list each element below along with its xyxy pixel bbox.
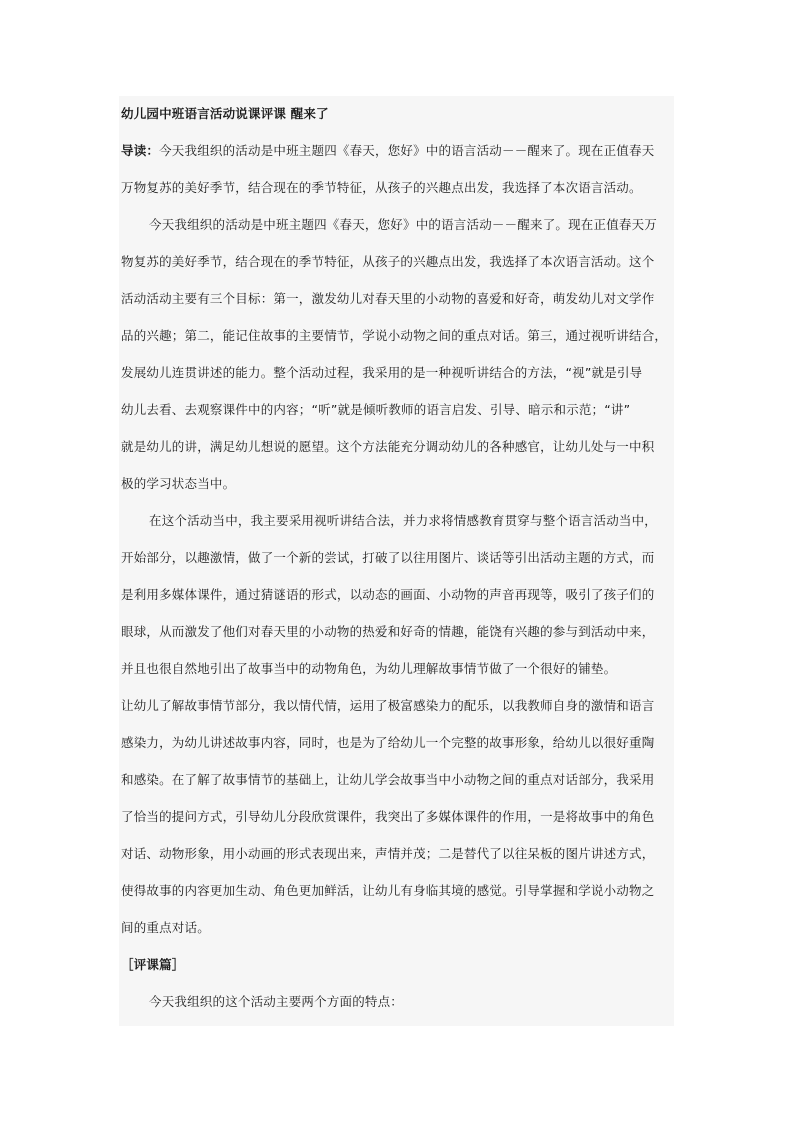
paragraph-line: 今天我组织的这个活动主要两个方面的特点： [149, 994, 404, 1009]
paragraph-line: 品的兴趣；第二，能记住故事的主要情节，学说小动物之间的重点对话。第三，通过视听讲结合， [121, 328, 668, 343]
paragraph-line: 幼儿去看、去观察课件中的内容；“听”就是倾听教师的语言启发、引导、暗示和示范；“讲” [121, 402, 631, 417]
paragraph-line: 眼球，从而激发了他们对春天里的小动物的热爱和好奇的情趣，能饶有兴趣的参与到活动中来， [121, 624, 655, 639]
paragraph-line: 感染力，为幼儿讲述故事内容，同时，也是为了给幼儿一个完整的故事形象，给幼儿以很好重陶 [121, 735, 655, 750]
paragraph-line: 极的学习状态当中。 [121, 476, 236, 491]
paragraph-line: 今天我组织的活动是中班主题四《春天，您好》中的语言活动－－醒来了。现在正值春天万 [149, 217, 658, 232]
intro-label: 导读： [121, 143, 160, 158]
paragraph-line: 发展幼儿连贯讲述的能力。整个活动过程，我采用的是一种视听讲结合的方法，“视”就是引导 [121, 365, 643, 380]
paragraph-line: 了恰当的提问方式，引导幼儿分段欣赏课件，我突出了多媒体课件的作用，一是将故事中的角色 [121, 809, 655, 824]
paragraph-line: 间的重点对话。 [121, 920, 210, 935]
intro-text: 今天我组织的活动是中班主题四《春天，您好》中的语言活动－－醒来了。现在正值春天 [159, 143, 655, 158]
document-body [119, 96, 674, 1026]
paragraph-line: 物复苏的美好季节，结合现在的季节特征，从孩子的兴趣点出发，我选择了本次语言活动。这个 [121, 254, 655, 269]
paragraph-line: 是利用多媒体课件，通过猜谜语的形式，以动态的画面、小动物的声音再现等，吸引了孩子们的 [121, 587, 655, 602]
paragraph-line: 开始部分，以趣激情，做了一个新的尝试，打破了以往用图片、谈话等引出活动主题的方式，而 [121, 550, 655, 565]
paragraph-line: 和感染。在了解了故事情节的基础上，让幼儿学会故事当中小动物之间的重点对话部分，我采用 [121, 772, 655, 787]
paragraph-line: 使得故事的内容更加生动、角色更加鲜活，让幼儿有身临其境的感觉。引导掌握和学说小动物之 [121, 883, 655, 898]
document-title: 幼儿园中班语言活动说课评课 醒来了 [121, 106, 329, 121]
paragraph-line: 对话、动物形象，用小动画的形式表现出来，声情并茂；二是替代了以往呆板的图片讲述方式， [121, 846, 655, 861]
paragraph-line: 并且也很自然地引出了故事当中的动物角色，为幼儿理解故事情节做了一个很好的铺垫。 [121, 661, 617, 676]
intro-line-2: 万物复苏的美好季节，结合现在的季节特征，从孩子的兴趣点出发，我选择了本次语言活动。 [121, 180, 642, 195]
paragraph-line: 在这个活动当中，我主要采用视听讲结合法，并力求将情感教育贯穿与整个语言活动当中， [149, 513, 658, 528]
paragraph-line: 让幼儿了解故事情节部分，我以情代情，运用了极富感染力的配乐，以我教师自身的激情和语言 [121, 698, 655, 713]
paragraph-line: 活动活动主要有三个目标：第一，激发幼儿对春天里的小动物的喜爱和好奇，萌发幼儿对文学作 [121, 291, 655, 306]
section-heading: ［评课篇］ [121, 957, 185, 972]
intro-line-1 [121, 133, 672, 170]
paragraph-line: 就是幼儿的讲，满足幼儿想说的愿望。这个方法能充分调动幼儿的各种感官，让幼儿处与一中积 [121, 439, 655, 454]
